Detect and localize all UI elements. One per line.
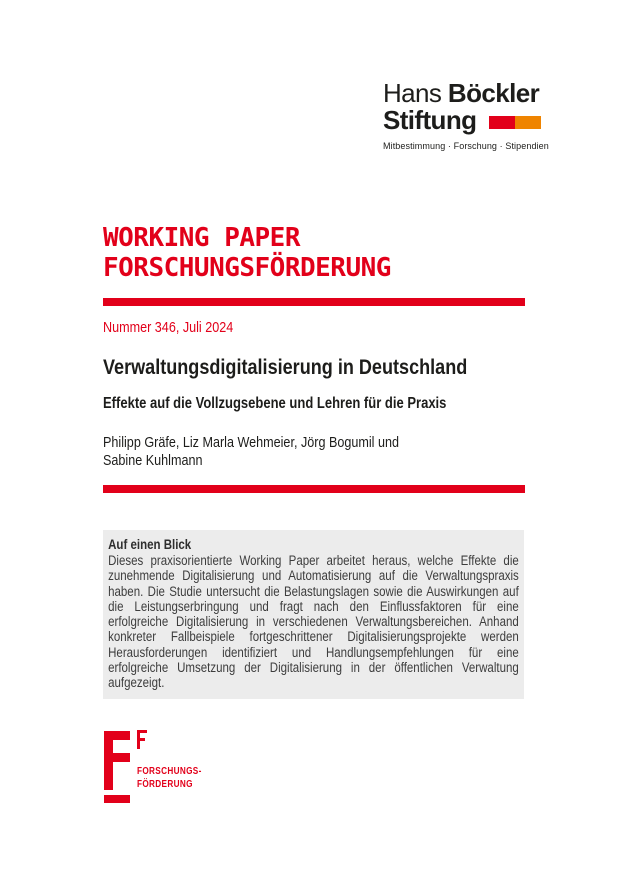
- abstract-text: Dieses praxisorientierte Working Paper arbeitet heraus, welche Effekte die zunehmende Digitalisierung und Automatisierung auf die Verwaltungspraxis haben. Die Studie untersucht die Belastungslagen sowie die Auswirkungen auf die Leistungserbringung und fragt nach den Einflussfaktoren für eine erfolgreiche Digitalisierung in verschiedenen Verwaltungsbereichen. Anhand konkreter Fallbeispiele fortgeschrittener Digitalisierungsprojekte werden Herausforderungen identifiziert und Handlungsempfehlungen für eine erfolgreiche Umsetzung der Digitalisierung in der öffentlichen Verwaltung aufgezeigt.: [108, 553, 519, 691]
- authors: [103, 434, 455, 469]
- issue-line: Nummer 346, Juli 2024: [103, 319, 234, 336]
- hbs-logo-name-last: Böckler: [447, 78, 540, 108]
- authors-line1: Philipp Gräfe, Liz Marla Wehmeier, Jörg Bogumil und: [103, 434, 400, 451]
- logo-red-square-icon: [489, 116, 515, 129]
- abstract-content: [103, 530, 524, 699]
- ff-big-f-underline: [104, 795, 130, 803]
- ff-small-f-mid-bar: [137, 738, 145, 741]
- hbs-logo-stiftung-line: [383, 107, 549, 134]
- paper-title: Verwaltungsdigitalisierung in Deutschland: [103, 355, 468, 379]
- abstract-heading: Auf einen Blick: [108, 537, 192, 552]
- series-masthead: [103, 223, 391, 283]
- red-rule-top: [103, 298, 525, 306]
- logo-orange-square-icon: [515, 116, 541, 129]
- masthead-line1: WORKING PAPER: [103, 223, 300, 253]
- hbs-logo-stiftung-label: Stiftung: [383, 105, 477, 135]
- abstract-box: [103, 530, 524, 699]
- hbs-logo-name-first: Hans: [383, 78, 442, 108]
- authors-line2: Sabine Kuhlmann: [103, 451, 203, 469]
- red-rule-middle: [103, 485, 525, 493]
- forschungsfoerderung-logo: [104, 731, 224, 806]
- ff-big-f-mid-bar: [104, 753, 130, 762]
- hbs-logo-mark: [489, 116, 541, 129]
- ff-logo-label: [137, 765, 202, 791]
- ff-logo-label-line2: FÖRDERUNG: [137, 779, 193, 790]
- ff-logo-label-line1: FORSCHUNGS-: [137, 766, 202, 777]
- masthead-line2: FORSCHUNGSFÖRDERUNG: [103, 253, 391, 283]
- ff-small-f-top-bar: [137, 730, 147, 733]
- paper-subtitle: Effekte auf die Vollzugsebene und Lehren für die Praxis: [103, 395, 447, 412]
- hbs-logo-tagline: Mitbestimmung · Forschung · Stipendien: [383, 141, 549, 151]
- hbs-logo-name-line: [383, 80, 549, 107]
- hbs-logo: [383, 80, 549, 151]
